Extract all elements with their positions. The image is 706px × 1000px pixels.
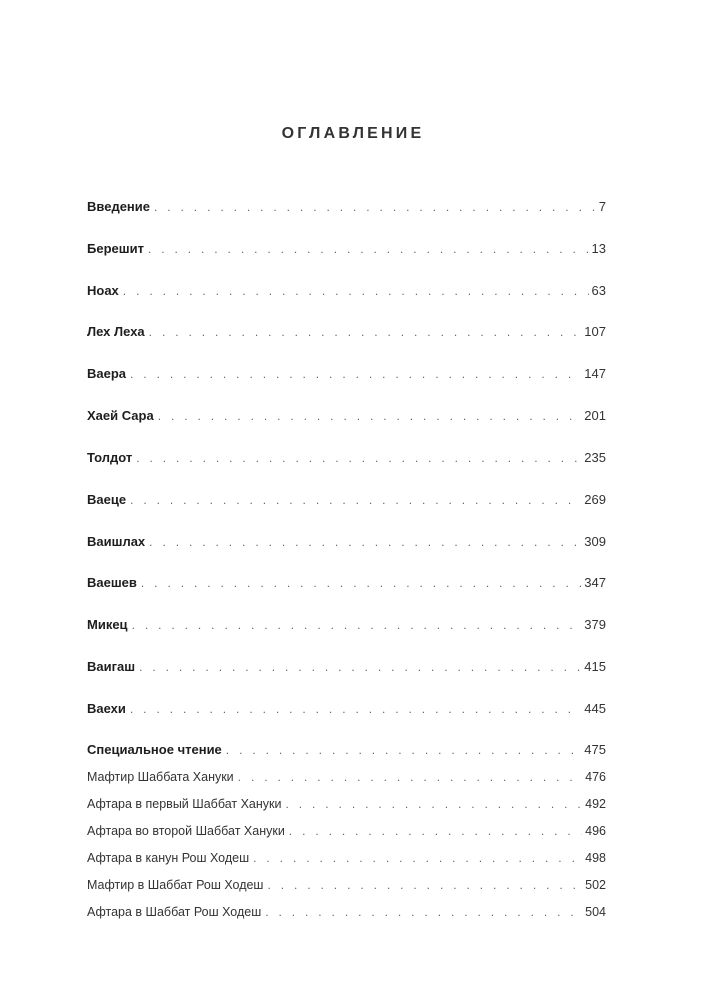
toc-entry-noah[interactable] [87, 282, 606, 300]
toc-entry-label: Толдот [87, 450, 133, 465]
dot-leader [130, 700, 581, 718]
toc-entry-page: 201 [584, 408, 606, 423]
toc-entry-label: Афтара в канун Рош Ходеш [87, 851, 250, 865]
toc-entry-label: Введение [87, 199, 150, 214]
toc-entry-vaeshev[interactable] [87, 574, 606, 592]
dot-leader [148, 240, 589, 258]
dot-leader [267, 876, 582, 894]
toc-entry-special-reading[interactable] [87, 741, 606, 759]
dot-leader [139, 658, 581, 676]
toc-entry-vaetse[interactable] [87, 491, 606, 509]
toc-entry-vaishlah[interactable] [87, 533, 606, 551]
toc-entry-page: 475 [584, 742, 606, 757]
toc-subentry[interactable] [87, 822, 606, 840]
toc-entry-label: Ваехи [87, 701, 126, 716]
toc-title: ОГЛАВЛЕНИЕ [281, 125, 425, 142]
toc-entry-page: 347 [584, 575, 606, 590]
toc-entry-page: 498 [585, 851, 606, 865]
toc-entry-vaigash[interactable] [87, 658, 606, 676]
dot-leader [123, 282, 589, 300]
dot-leader [289, 822, 582, 840]
toc-entry-page: 504 [585, 905, 606, 919]
toc-entry-bereshit[interactable] [87, 240, 606, 258]
toc-entry-label: Мафтир Шаббата Хануки [87, 770, 234, 784]
toc-entry-page: 492 [585, 797, 606, 811]
toc-entry-label: Берешит [87, 241, 144, 256]
toc-entry-label: Мафтир в Шаббат Рош Ходеш [87, 878, 264, 892]
dot-leader [154, 198, 596, 216]
toc-entry-page: 7 [598, 199, 606, 214]
toc-entry-vaehi[interactable] [87, 700, 606, 718]
toc-entry-page: 496 [585, 824, 606, 838]
toc-subentry[interactable] [87, 795, 606, 813]
toc-entry-label: Специальное чтение [87, 742, 222, 757]
dot-leader [158, 407, 582, 425]
toc-entry-page: 445 [584, 701, 606, 716]
toc-entry-page: 63 [591, 283, 606, 298]
dot-leader [149, 323, 582, 341]
dot-leader [141, 574, 581, 592]
toc-entry-label: Ваешев [87, 575, 137, 590]
dot-leader [238, 768, 582, 786]
toc-entry-vvedenie[interactable] [87, 198, 606, 216]
toc-entry-page: 502 [585, 878, 606, 892]
toc-entry-label: Микец [87, 617, 128, 632]
toc-entry-label: Ваишлах [87, 534, 146, 549]
toc-entry-label: Афтара во второй Шаббат Хануки [87, 824, 285, 838]
toc-subentry[interactable] [87, 903, 606, 921]
toc-entry-label: Ваигаш [87, 659, 136, 674]
toc-entry-label: Афтара в первый Шаббат Хануки [87, 797, 282, 811]
dot-leader [136, 449, 581, 467]
toc-subentry[interactable] [87, 768, 606, 786]
toc-entry-vaera[interactable] [87, 365, 606, 383]
toc-entry-label: Ноах [87, 283, 119, 298]
toc-entry-label: Афтара в Шаббат Рош Ходеш [87, 905, 262, 919]
toc-entry-haei-sara[interactable] [87, 407, 606, 425]
toc-entry-page: 309 [584, 534, 606, 549]
dot-leader [226, 741, 582, 759]
dot-leader [130, 491, 581, 509]
toc-entry-label: Хаей Сара [87, 408, 154, 423]
toc-entry-label: Ваера [87, 366, 127, 381]
dot-leader [149, 533, 581, 551]
toc-entry-page: 269 [584, 492, 606, 507]
dot-leader [285, 795, 582, 813]
toc-entry-page: 476 [585, 770, 606, 784]
toc-entry-page: 415 [584, 659, 606, 674]
toc-entry-label: Ваеце [87, 492, 127, 507]
toc-entry-mikets[interactable] [87, 616, 606, 634]
dot-leader [253, 849, 582, 867]
dot-leader [130, 365, 581, 383]
toc-entry-toldot[interactable] [87, 449, 606, 467]
toc-entry-page: 147 [584, 366, 606, 381]
toc-entry-page: 379 [584, 617, 606, 632]
toc-entry-page: 13 [591, 241, 606, 256]
toc-subentry[interactable] [87, 876, 606, 894]
toc-subentry[interactable] [87, 849, 606, 867]
dot-leader [132, 616, 582, 634]
toc-entry-page: 235 [584, 450, 606, 465]
toc-entry-page: 107 [584, 324, 606, 339]
toc-entry-label: Лех Леха [87, 324, 145, 339]
dot-leader [265, 903, 582, 921]
toc-entry-lekh-lekha[interactable] [87, 323, 606, 341]
